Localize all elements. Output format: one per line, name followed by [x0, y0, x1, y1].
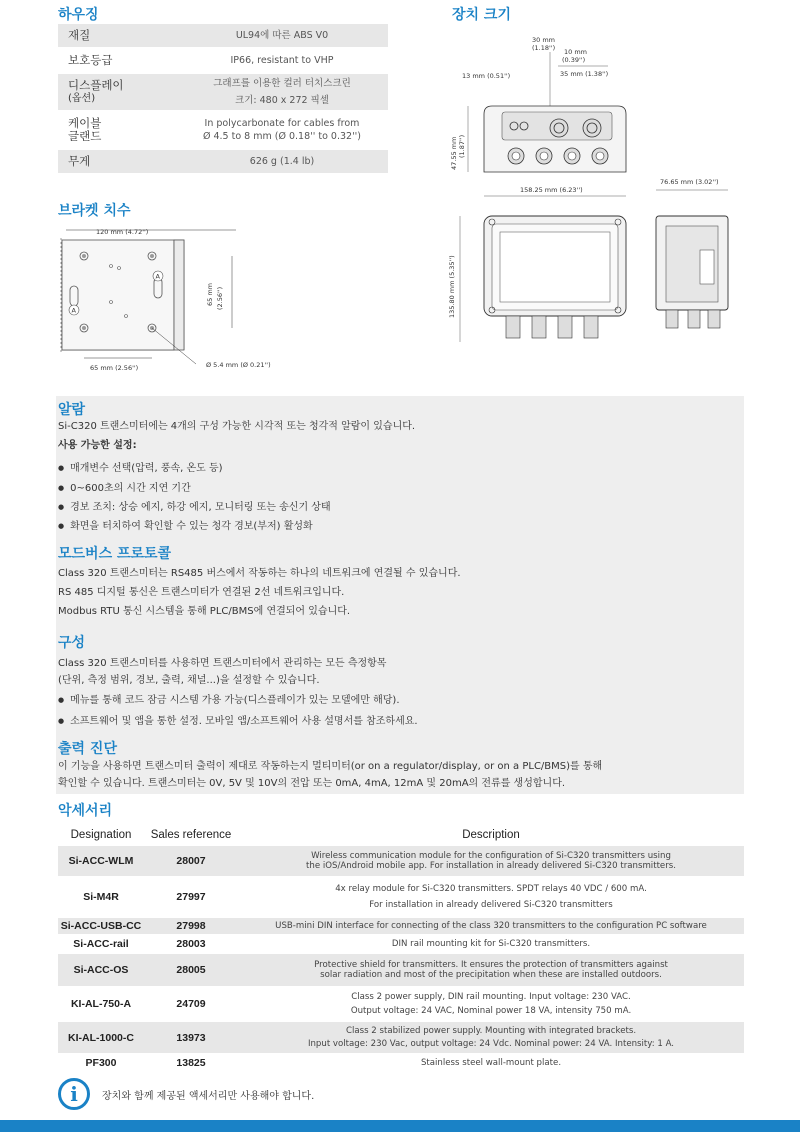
device-diagram — [444, 30, 744, 350]
table-row — [58, 918, 744, 934]
desc-line: Input voltage: 230 Vac, output voltage: 24 Vdc. Nominal power: 24 VA. Intensity: 1 A. — [307, 1039, 675, 1049]
dim-13: 13 mm (0.51'') — [462, 72, 511, 80]
note-text: 장치와 함께 제공된 액세서리만 사용해야 합니다. — [102, 1091, 315, 1102]
gland-side — [666, 310, 678, 328]
table-header — [58, 826, 744, 844]
bracket-dim-bottom: 65 mm (2.56'') — [90, 364, 139, 372]
modbus-line: RS 485 디지털 통신은 트랜스미터가 연결된 2선 네트워크입니다. — [58, 587, 345, 598]
gland-side — [584, 316, 598, 338]
cell-sales: 28007 — [176, 855, 206, 867]
bracket-plate — [62, 240, 174, 350]
dim-4755-inch: (1.87'') — [458, 134, 466, 158]
config-title: 구성 — [58, 635, 86, 651]
spec-key — [58, 79, 176, 105]
desc-line: solar radiation and most of the precipitation when these are installed outdoors. — [320, 970, 662, 980]
cell-sales: 13825 — [176, 1057, 206, 1069]
alarm-title: 알람 — [58, 402, 86, 418]
device-side-detail — [700, 250, 714, 284]
output-title: 출력 진단 — [58, 741, 117, 757]
cell-sales: 28003 — [176, 938, 206, 950]
port — [550, 119, 568, 137]
dim-30: 30 mm — [532, 36, 556, 44]
cell-description: Stainless steel wall-mount plate. — [420, 1057, 562, 1068]
cell-designation: KI-AL-750-A — [70, 998, 132, 1010]
output-line: 확인할 수 있습니다. 트랜스미터는 0V, 5V 및 10V의 전압 또는 0mA, 4mA, 12mA 및 20mA의 전류를 생성합니다. — [58, 778, 566, 789]
alarm-bullet: ● 경보 조치: 상승 에지, 하강 에지, 모니터링 또는 송신기 상태 — [58, 501, 331, 515]
modbus-line: Class 320 트랜스미터는 RS485 버스에서 작동하는 하나의 네트워크에 연결될 수 있습니다. — [58, 568, 461, 579]
alarm-subtitle: 사용 가능한 설정: — [58, 440, 137, 451]
modbus-line: Modbus RTU 통신 시스템을 통해 PLC/BMS에 연결되어 있습니다. — [58, 606, 351, 617]
table-row — [58, 1022, 744, 1053]
alarm-bullet: ● 화면을 터치하여 확인할 수 있는 청각 경보(부저) 활성화 — [58, 520, 313, 534]
spec-key: 재질 — [68, 28, 91, 42]
spec-key — [58, 117, 176, 143]
info-icon: i — [58, 1078, 90, 1110]
dim-15825: 158.25 mm (6.23'') — [520, 186, 583, 194]
table-row — [58, 988, 744, 1020]
config-line: Class 320 트랜스미터를 사용하면 트랜스미터에서 관리하는 모든 측정항목 — [58, 658, 387, 669]
hole — [82, 326, 86, 330]
dim-10-inch: (0.39'') — [562, 56, 586, 64]
spec-value-line: 크기: 480 x 272 픽셀 — [235, 95, 329, 106]
cell-designation: Si-ACC-USB-CC — [60, 920, 142, 932]
cell-designation: Si-ACC-WLM — [68, 855, 134, 867]
cell-designation: PF300 — [85, 1057, 117, 1069]
spec-value: IP66, resistant to VHP — [230, 55, 334, 66]
desc-line: Protective shield for transmitters. It ensures the protection of transmitters against — [314, 959, 668, 970]
header-designation: Designation — [70, 829, 132, 841]
spec-row-display — [58, 74, 388, 110]
device-title: 장치 크기 — [452, 7, 511, 23]
desc-line: 4x relay module for Si-C320 transmitters. SPDT relays 40 VDC / 600 mA. — [335, 883, 647, 894]
housing-spec-table — [58, 24, 388, 175]
desc-line: Class 2 stabilized power supply. Mounting with integrated brackets. — [345, 1025, 637, 1036]
dim-30-inch: (1.18'') — [532, 44, 556, 52]
spec-key-line: 디스플레이 — [68, 78, 124, 92]
bracket-label-a: A — [71, 306, 76, 315]
alarm-bullet: ● 매개변수 선택(압력, 풍속, 온도 등) — [58, 462, 223, 476]
spec-key: 보호등급 — [68, 53, 113, 67]
hole — [150, 254, 154, 258]
gland-side — [708, 310, 720, 328]
cell-sales: 24709 — [176, 998, 206, 1010]
table-row — [58, 846, 744, 876]
cell-designation: Si-M4R — [83, 891, 119, 903]
accessories-table — [58, 826, 744, 1071]
cell-description — [238, 851, 744, 872]
desc-line: the iOS/Android mobile app. For installation in already delivered Si-C320 transmitters. — [306, 861, 676, 871]
desc-line: For installation in already delivered Si-C320 transmitters — [369, 900, 613, 910]
cell-sales: 28005 — [176, 964, 206, 976]
bracket-dim-side-inch: (2.56'') — [216, 286, 224, 310]
cell-description — [238, 884, 744, 911]
spec-value-line: In polycarbonate for cables from — [204, 118, 360, 129]
footer-bar — [0, 1120, 800, 1132]
spec-key-line: (옵션) — [68, 93, 96, 104]
cell-sales: 27997 — [176, 891, 206, 903]
gland-side — [532, 316, 546, 338]
dim-35: 35 mm (1.38'') — [560, 70, 609, 78]
header-description: Description — [462, 828, 520, 841]
spec-row-cable-gland — [58, 112, 388, 148]
dim-13580: 135.80 mm (5.35'') — [448, 255, 456, 318]
table-row — [58, 1055, 744, 1071]
spec-value-line: Ø 4.5 to 8 mm (Ø 0.18'' to 0.32'') — [202, 131, 361, 142]
spec-row-material — [58, 24, 388, 47]
hole — [82, 254, 86, 258]
spec-row-weight — [58, 150, 388, 173]
gland-side — [688, 310, 700, 328]
gland — [596, 152, 604, 160]
dim-4755: 47.55 mm — [450, 136, 458, 170]
spec-value: UL94에 따른 ABS V0 — [235, 30, 329, 41]
bracket-dim-hole: Ø 5.4 mm (Ø 0.21'') — [206, 361, 271, 369]
spec-key: 무게 — [68, 154, 91, 168]
accessories-title: 악세서리 — [58, 803, 113, 819]
cell-designation: KI-AL-1000-C — [68, 1031, 134, 1044]
spec-key-line: 케이블 — [68, 116, 102, 130]
dim-10: 10 mm — [564, 48, 588, 56]
config-bullet: ● 메뉴를 통해 코드 잠금 시스템 가용 가능(디스플레이가 있는 모델에만 해당). — [58, 694, 400, 708]
cell-designation: Si-ACC-OS — [73, 964, 129, 976]
header-sales-reference: Sales reference — [150, 829, 232, 841]
table-row — [58, 954, 744, 986]
config-bullet: ● 소프트웨어 및 앱을 통한 설정. 모바일 앱/소프트웨어 사용 설명서를 참조하세요. — [58, 715, 418, 729]
desc-line: Wireless communication module for the configuration of Si-C320 transmitters using — [311, 850, 671, 861]
cell-designation: Si-ACC-rail — [73, 938, 129, 950]
desc-line: Class 2 power supply, DIN rail mounting. Input voltage: 230 VAC. — [351, 991, 631, 1002]
gland — [568, 152, 576, 160]
spec-value: 626 g (1.4 lb) — [249, 156, 315, 167]
output-line: 이 기능을 사용하면 트랜스미터 출력이 제대로 작동하는지 멀티미터(or on a regulator/display, or on a PLC/BMS)를 통해 — [58, 761, 603, 772]
bracket-title: 브라켓 치수 — [58, 203, 131, 219]
gland — [540, 152, 548, 160]
gland-side — [558, 316, 572, 338]
gland-side — [506, 316, 520, 338]
port — [583, 119, 601, 137]
device-screen — [500, 232, 610, 302]
bracket-label-a: A — [155, 272, 160, 281]
spec-key-line: 글랜드 — [68, 129, 102, 143]
cell-description — [238, 992, 744, 1017]
config-line: (단위, 측정 범위, 경보, 출력, 채널...)을 설정할 수 있습니다. — [58, 675, 320, 686]
cell-sales: 27998 — [176, 920, 206, 932]
bracket-flange — [174, 240, 184, 350]
gland — [512, 152, 520, 160]
table-row — [58, 936, 744, 952]
desc-line: Output voltage: 24 VAC, Nominal power 18 VA, intensity 750 mA. — [350, 1006, 632, 1016]
cell-description — [238, 960, 744, 981]
bracket-dim-side: 65 mm — [206, 282, 214, 306]
cell-description — [238, 1026, 744, 1050]
cell-description: DIN rail mounting kit for Si-C320 transmitters. — [391, 938, 591, 949]
spec-value-line: 그래프를 이용한 컬러 터치스크린 — [213, 78, 351, 89]
cell-description: USB-mini DIN interface for connecting of the class 320 transmitters to the configuration PC software — [275, 920, 707, 931]
alarm-bullet: ● 0~600초의 시간 지연 기간 — [58, 482, 191, 496]
spec-row-protection — [58, 49, 388, 72]
spec-value — [176, 77, 388, 107]
bracket-diagram — [56, 222, 292, 378]
dim-7665: 76.65 mm (3.02'') — [660, 178, 719, 186]
housing-title: 하우징 — [58, 7, 99, 23]
modbus-title: 모드버스 프로토콜 — [58, 546, 172, 562]
cell-sales: 13973 — [176, 1031, 206, 1044]
alarm-intro: Si-C320 트랜스미터에는 4개의 구성 가능한 시각적 또는 청각적 알람이 있습니다. — [58, 421, 416, 432]
bracket-dim-top: 120 mm (4.72'') — [96, 228, 149, 236]
spec-value — [176, 117, 388, 143]
table-row — [58, 878, 744, 916]
